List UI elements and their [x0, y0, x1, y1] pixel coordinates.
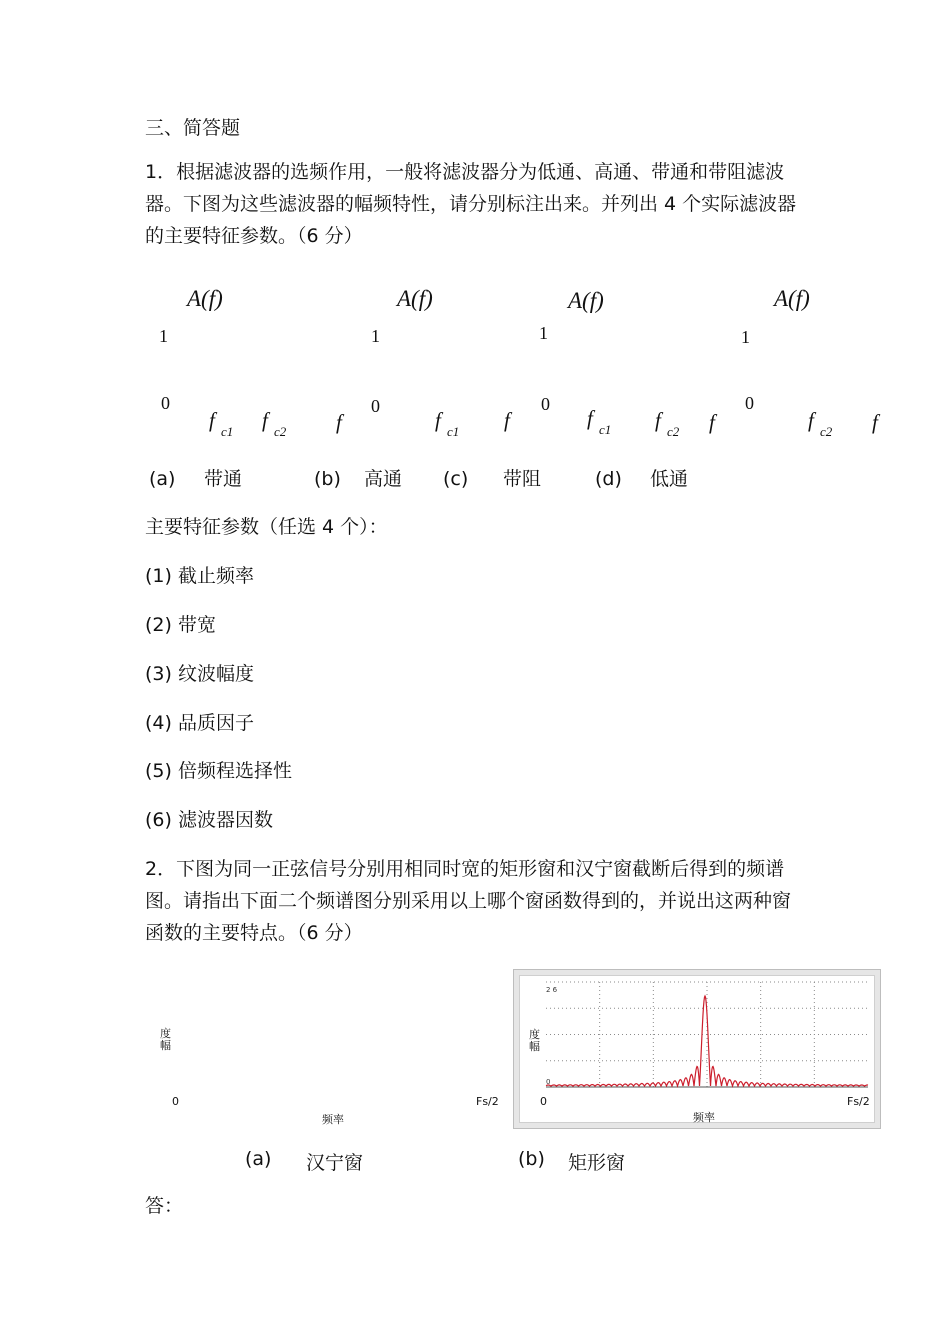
freq-label-sub: c1 [447, 424, 460, 439]
q2-line-1: 2．下图为同一正弦信号分别用相同时宽的矩形窗和汉宁窗截断后得到的频谱 [145, 858, 785, 880]
q1-line-1: 1．根据滤波器的选频作用，一般将滤波器分为低通、高通、带通和带阻滤波 [145, 161, 785, 183]
freq-label-sub: c1 [599, 422, 612, 437]
param-item: (3) 纹波幅度 [145, 663, 254, 685]
axis-one-label: 1 [741, 327, 750, 347]
freq-label-sub: c2 [274, 424, 287, 439]
y-axis-label: 度 [529, 1028, 540, 1041]
param-item: (6) 滤波器因数 [145, 809, 273, 831]
freq-axis-label: f [336, 410, 342, 434]
q2-line-3: 函数的主要特点。（6 分） [145, 922, 363, 944]
answer-text-d: 低通 [650, 468, 689, 490]
section-title: 三、简答题 [145, 117, 241, 139]
axis-one-label: 1 [371, 326, 380, 346]
freq-label-sub: c1 [221, 424, 234, 439]
param-item: (5) 倍频程选择性 [145, 760, 292, 782]
spectrum-trace [546, 996, 868, 1086]
freq-label-base: f [655, 408, 661, 432]
answer-label-d: (d) [595, 468, 622, 490]
params-heading: 主要特征参数（任选 4 个）： [145, 516, 388, 538]
answer-label-b: (b) [314, 468, 341, 490]
corner-top-label: 2 6 [546, 986, 558, 994]
spectrum-plot-b [513, 969, 881, 1129]
corner-bottom-label: 0 [546, 1078, 551, 1086]
freq-label-sub: c2 [820, 424, 833, 439]
answer-label: 答： [145, 1195, 184, 1217]
answer-text-b: 高通 [364, 468, 403, 490]
plot-title: A(f) [397, 286, 433, 311]
caption-text-b: 矩形窗 [568, 1152, 626, 1174]
caption-label-b: (b) [518, 1148, 545, 1170]
param-item: (2) 带宽 [145, 614, 216, 636]
param-item: (1) 截止频率 [145, 565, 254, 587]
freq-label-base: f [435, 408, 441, 432]
plot-area [519, 975, 875, 1123]
answer-label-a: (a) [149, 468, 176, 490]
q1-line-3: 的主要特征参数。（6 分） [145, 225, 363, 247]
y-axis-label: 度 [160, 1027, 171, 1040]
x-start-label: 0 [540, 1095, 547, 1108]
answer-label-c: (c) [443, 468, 469, 490]
y-axis-label: 幅 [160, 1039, 171, 1052]
q1-line-2: 器。下图为这些滤波器的幅频特性，请分别标注出来。并列出 4 个实际滤波器 [145, 193, 797, 215]
y-axis-label: 幅 [529, 1040, 540, 1053]
spectrum-chart [520, 976, 874, 1122]
x-axis-label: 频率 [322, 1113, 344, 1126]
axis-zero-label: 0 [371, 396, 380, 416]
answer-text-c: 带阻 [503, 468, 542, 490]
plot-title: A(f) [568, 288, 604, 313]
answer-text-a: 带通 [204, 468, 243, 490]
x-end-label: Fs/2 [847, 1095, 870, 1108]
axis-zero-label: 0 [745, 393, 754, 413]
freq-label-base: f [209, 408, 215, 432]
axis-one-label: 1 [159, 326, 168, 346]
q2-line-2: 图。请指出下面二个频谱图分别采用以上哪个窗函数得到的，并说出这两种窗 [145, 890, 792, 912]
plot-title: A(f) [774, 286, 810, 311]
freq-label-base: f [587, 406, 593, 430]
freq-label-base: f [808, 408, 814, 432]
axis-zero-label: 0 [541, 394, 550, 414]
freq-axis-label: f [709, 410, 715, 434]
x-start-label: 0 [172, 1095, 179, 1108]
axis-one-label: 1 [539, 323, 548, 343]
plot-title: A(f) [187, 286, 223, 311]
freq-label-sub: c2 [667, 424, 680, 439]
freq-axis-label: f [504, 408, 510, 432]
param-item: (4) 品质因子 [145, 712, 254, 734]
axis-zero-label: 0 [161, 393, 170, 413]
caption-text-a: 汉宁窗 [306, 1152, 364, 1174]
freq-label-base: f [262, 408, 268, 432]
x-axis-label: 频率 [693, 1111, 715, 1124]
caption-label-a: (a) [245, 1148, 272, 1170]
x-end-label: Fs/2 [476, 1095, 499, 1108]
freq-axis-label: f [872, 410, 878, 434]
